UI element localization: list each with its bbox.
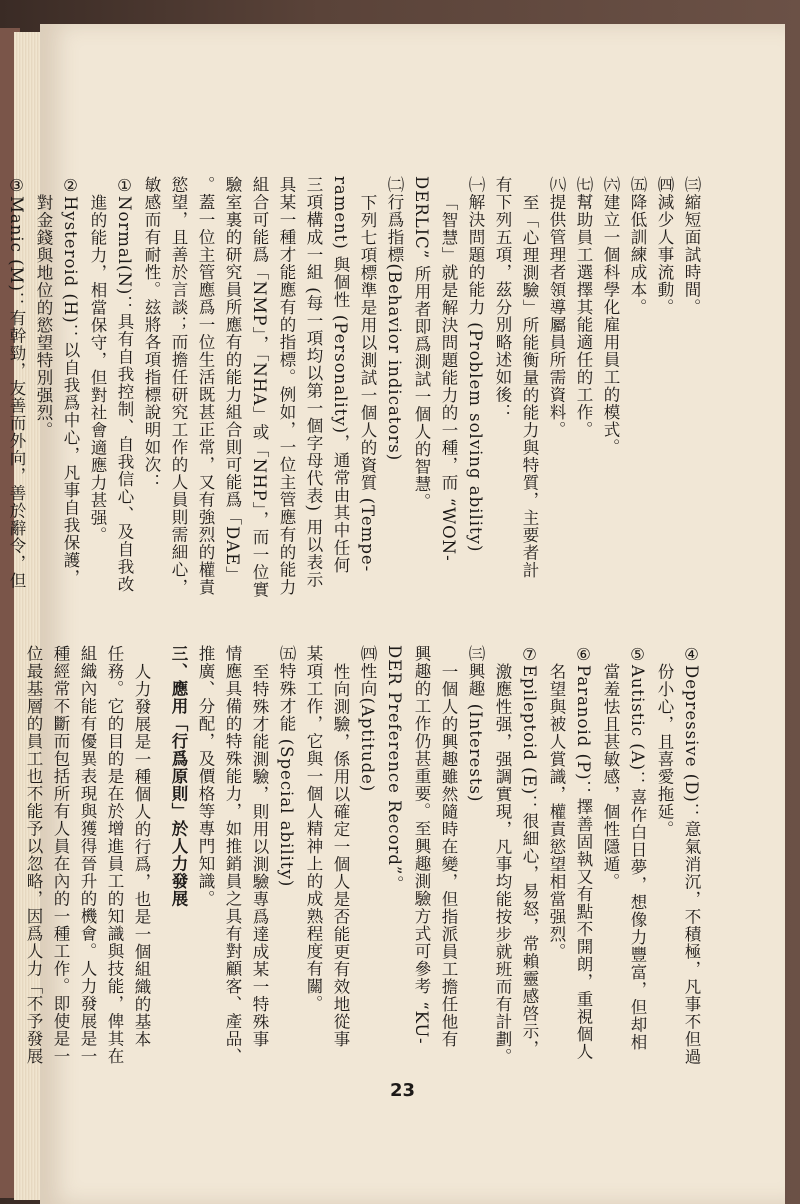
lower-text-column: ㈢興趣 (Interests) [466,645,485,803]
upper-text-column: 慾望，且善於言談；而擔任研究工作的人員則需細心， [169,176,188,596]
lower-text-column: 情應具備的特殊能力，如推銷員之具有對顧客、產品、 [223,645,242,1065]
lower-text-column: 任務。它的目的是在於增進員工的知識與技能，俾其在 [105,645,124,1065]
upper-text-column: ③Manic (M)：有幹勁，友善而外向，善於辭令，但 [7,176,26,590]
upper-text-column: ㈦幫助員工選擇其能適任的工作。 [574,176,593,439]
upper-text-column: 。蓋一位主管應爲一位生活既甚正常，又有強烈的權責 [196,176,215,596]
upper-text-column: ㈤降低訓練成本。 [628,176,647,316]
upper-text-column: 進的能力，相當保守，但對社會適應力甚强。 [88,194,107,544]
lower-text-column: 名望與被人賞識，權責慾望相當强烈。 [547,663,566,961]
upper-text-column: ㈧提供管理者領導屬員所需資料。 [547,176,566,439]
upper-text-column: 組合可能爲「NMP」，「NHA」或「NHP」，而一位實 [250,176,269,599]
upper-text-column: 敏感而有耐性。玆將各項指標說明如次： [142,176,161,491]
upper-text-column: ㈠解決問題的能力 (Problem solving ability) [466,176,485,553]
upper-text-column: 三項構成一組 (每一項均以第一個字母代表) 用以表示 [304,176,323,589]
lower-text-column: 激應性强，强調實現，凡事均能按步就班而有計劃。 [493,663,512,1066]
upper-text-column: DERLIC” 所用者即爲測試一個人的智慧。 [412,176,431,511]
upper-text-column: 驗室裏的研究員所應有的能力組合則可能爲「DAE」 [223,176,242,584]
lower-text-column: ⑦Epileptoid (E)：很細心，易怒，常賴靈感啓示， [520,645,539,1058]
upper-text-column: 具某一種才能應有的指標。例如，一位主管應有的能力 [277,176,296,596]
upper-text-column: ①Normal(N)：具有自我控制、自我信心、及自我改 [115,176,134,593]
upper-text-column: 下列七項標準是用以測試一個人的資質 (Tempe- [358,194,377,573]
lower-text-column: ⑥Paranoid (P)：擇善固執又有點不開朗，重視個人 [574,645,593,1061]
lower-text-column: 興趣的工作仍甚重要。至興趣測驗方式可參考 “KU- [412,645,431,1045]
lower-text-column: ㈤特殊才能 (Special ability) [277,645,296,888]
upper-text-column: 有下列五項，茲分別略述如後： [493,176,512,421]
lower-text-column: 份小心，且喜愛拖延。 [655,663,674,838]
lower-text-column: 組織內能有優異表現與獲得晉升的機會。人力發展是一 [78,645,97,1065]
lower-text-column: ④Depressive (D)：意氣消沉，不積極，凡事不但過 [682,645,701,1066]
lower-text-column: 位最基層的員工也不能予以忽略，因爲人力「不予發展 [24,645,43,1065]
lower-text-column: 人力發展是一種個人的行爲，也是一個組織的基本 [132,663,151,1048]
lower-text-column: 至特殊才能測驗，則用以測驗專爲達成某一特殊事 [250,663,269,1048]
upper-text-column: ②Hysteroid (H)：以自我爲中心，凡事自我保護， [61,176,80,587]
section-heading: 三、應用「行爲原則」於人力發展 [169,645,188,908]
lower-text-block [24,645,701,1066]
lower-text-column: 當羞怯且甚敏感，個性隱遁。 [601,663,620,891]
upper-text-column: 對金錢與地位的慾望特別强烈。 [34,194,53,439]
lower-text-column: 某項工作，它與一個人精神上的成熟程度有關。 [304,645,323,1013]
lower-text-column: 推廣、分配，及價格等專門知識。 [196,645,215,908]
upper-text-column: ㈣減少人事流動。 [655,176,674,316]
lower-text-column: 一個人的興趣雖然隨時在變，但指派員工擔任他有 [439,663,458,1048]
upper-text-column: ㈥建立一個科學化雇用員工的模式。 [601,176,620,456]
upper-text-column: 至「心理測驗」所能衡量的能力與特質，主要者計 [520,194,539,579]
lower-text-column: ⑤Autistic (A)：喜作白日夢，想像力豐富，但却相 [628,645,647,1052]
lower-text-column: 性向測驗，係用以確定一個人是否能更有效地從事 [331,663,350,1048]
upper-text-column: ㈢縮短面試時間。 [682,176,701,316]
upper-text-column: rament) 與個性 (Personality)，通常由其中任何 [331,176,350,575]
lower-text-column: 種經常不斷而包括所有人員在內的一種工作。即使是一 [51,645,70,1065]
lower-text-column: DER Preference Record”。 [385,645,404,893]
page-number: 23 [390,1080,416,1101]
upper-text-column: ㈡行爲指標(Behavior indicators) [385,176,404,462]
upper-text-column: 「智慧」就是解決問題能力的一種，而 “WON- [439,194,458,562]
lower-text-column: ㈣性向(Aptitude) [358,645,377,793]
upper-text-block [7,176,701,631]
